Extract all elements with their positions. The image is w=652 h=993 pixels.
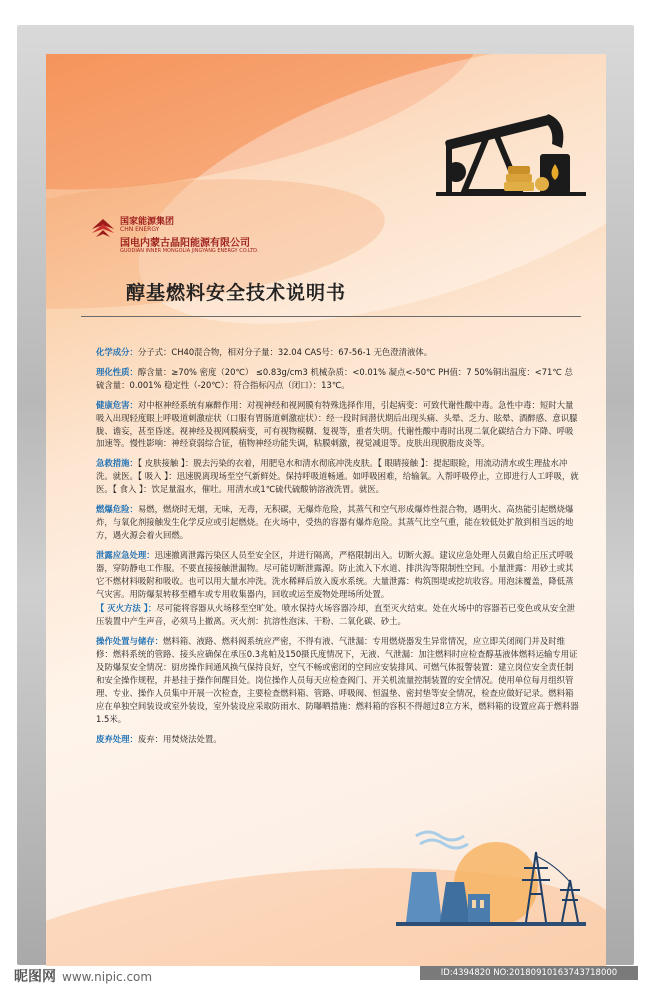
section-health-hazard [96, 399, 581, 451]
section-text: 尽可能将容器从火场移至空旷处。喷水保持火场容器冷却，直至灭火结束。处在火场中的容器若已变色或从安全泄压装置中产生声音，必须马上撤离。灭火剂：抗溶性泡沫、干粉、二氧化碳、砂土。 [96, 603, 576, 627]
section-label: 操作处置与储存： [96, 636, 163, 647]
section-label: 化学成分： [96, 347, 138, 357]
section-label: 健康危害： [96, 399, 138, 410]
section-leak-response [96, 549, 581, 601]
page-title: 醇基燃料安全技术说明书 [126, 282, 347, 304]
subsidiary-name-en: GUODIAN INNER MONGOLIA JINGYANG ENERGY CO.LTD. [120, 248, 259, 254]
section-label: 【 灭火方法 】： [96, 603, 157, 614]
subsidiary-name-cn: 国电内蒙古晶阳能源有限公司 [120, 238, 250, 249]
section-label: 废弃处理： [96, 733, 138, 744]
section-label: 理化性质： [96, 366, 138, 377]
section-properties [96, 366, 581, 392]
watermark-id: ID:4394820 NO:20180910163743718000 [420, 966, 638, 980]
title-divider [81, 316, 581, 317]
watermark-left [14, 966, 152, 986]
section-text: 迅速撤离泄露污染区人员至安全区，并进行隔离，严格限制出入。切断火源。建议应急处理人员戴自给正压式呼吸器，穿防静电工作服。不要直接接触泄漏物。尽可能切断泄露源。防止流入下水道、排洪沟等限制性空间。小量泄露：用砂土或其它不燃材料吸附和吸收。也可以用大量水冲洗。洗水稀释后放入废水系统。大量泄露：构筑围堤或挖坑收容。用泡沫覆盖，降低蒸气灾害。用防爆泵转移至槽车或专用收集器内，回收或运至废物处理场所处置。 [96, 549, 574, 599]
section-text: 分子式：CH40混合物，相对分子量：32.04 CAS号：67-56-1 无色澄清液体。 [137, 347, 433, 357]
section-fire-fighting [96, 602, 581, 628]
section-text: 【 皮肤接触 】：脱去污染的衣着，用肥皂水和清水彻底冲洗皮肤。【 眼睛接触 】：提起眼睑，用流动清水或生理盐水冲洗。就医。【 吸入 】：迅速脱离现场至空气新鲜处。保持呼吸道畅通。如呼吸困难，给输氧。入帮呼吸停止，立即进行人工呼吸，就医。【 食入 】：饮足量温水，催吐。用清水或1℃硫代硫酸钠溶液洗胃。就医。 [96, 458, 579, 495]
section-text: 废弃：用焚烧法处置。 [137, 733, 222, 744]
watermark-url: www.nipic.com [62, 970, 153, 984]
section-text: 醇含量：≥70% 密度（20℃） ≤0.83g/cm3 机械杂质：<0.01% 凝点<-50℃ PH值：7 50%铜出温度：<71℃ 总硫含量：0.001% 稳定性（-20℃）：符合指标闪点（闭口）：13℃。 [96, 366, 573, 390]
section-handling-storage [96, 635, 581, 725]
section-composition [96, 346, 581, 359]
section-disposal [96, 733, 581, 746]
company-name-en: CHN ENERGY [120, 226, 160, 233]
section-text: 对中枢神经系统有麻醉作用：对视神经和视网膜有特殊选择作用，引起病变：可致代谢性酸中毒。急性中毒：短时大量吸入出现轻度眼上呼吸道刺激症状（口服有胃肠道刺激症状）：经一段时间潜伏期后出现头痛、头晕、乏力、眩晕、酒醉感、意识朦胧、谵妄，甚至昏迷。视神经及视网膜病变，可有视物模糊、复视等，重者失明。代谢性酸中毒时出现二氧化碳结合力下降、呼吸加速等。慢性影响：神经衰弱综合征，植物神经功能失调，粘膜刺激，视觉减退等。皮肤出现脱脂皮炎等。 [96, 399, 578, 449]
oil-pump-illustration [436, 112, 586, 202]
content-body [96, 346, 581, 752]
watermark-brand: 昵图网 [14, 969, 56, 985]
section-text: 燃料箱、液路、燃料阀系统应严密，不得有液、气泄漏：专用燃烧器发生异常情况，应立即关闭阀门并及时维修：燃料系统的管路、接头应确保在承压0.3兆帕及150摄氏度情况下，无液、气泄漏：加注燃料时应检查醇基液体燃料运输专用证及防爆泵安全情况：厨房操作间通风换气保持良好，空气不畅或密闭的空间应安装排风、可燃气体报警装置：建立岗位安全责任制和安全操作规程，并悬挂于操作间醒目处。岗位操作人员每天应检查阀门、开关机流量控制装置的安全情况。使用单位每月组织管理、专业、操作人员集中开展一次检查，主要检查燃料箱、管路、呼吸阀、恒温垫、密封垫等安全情况，检查应做好记录。燃料箱应在单独空间装设或室外装设，室外装设应采取防雨水、防曝晒措施：燃料箱的容积不得超过8立方米，燃料箱的设置应高于燃料器1.5米。 [96, 636, 579, 724]
section-explosion-hazard [96, 503, 581, 542]
company-name-cn: 国家能源集团 [120, 217, 175, 227]
section-label: 燃爆危险： [96, 504, 138, 515]
section-text: 易燃，燃烧时无烟，无味，无毒，无积碳，无爆炸危险，其蒸气和空气形成爆炸性混合物，遇明火、高热能引起燃烧爆炸，与氧化剂接触发生化学反应或引起燃烧。在火场中，受热的容器有爆炸危险。其蒸气比空气重，能在较低处扩散到相当远的地方，遇火源会着火回燃。 [96, 504, 574, 540]
poster-board [46, 54, 606, 966]
section-label: 泄露应急处理： [96, 549, 155, 560]
section-first-aid [96, 457, 581, 496]
chn-energy-icon [90, 216, 116, 242]
section-label: 急救措施： [96, 458, 138, 469]
power-plant-illustration [386, 824, 586, 934]
